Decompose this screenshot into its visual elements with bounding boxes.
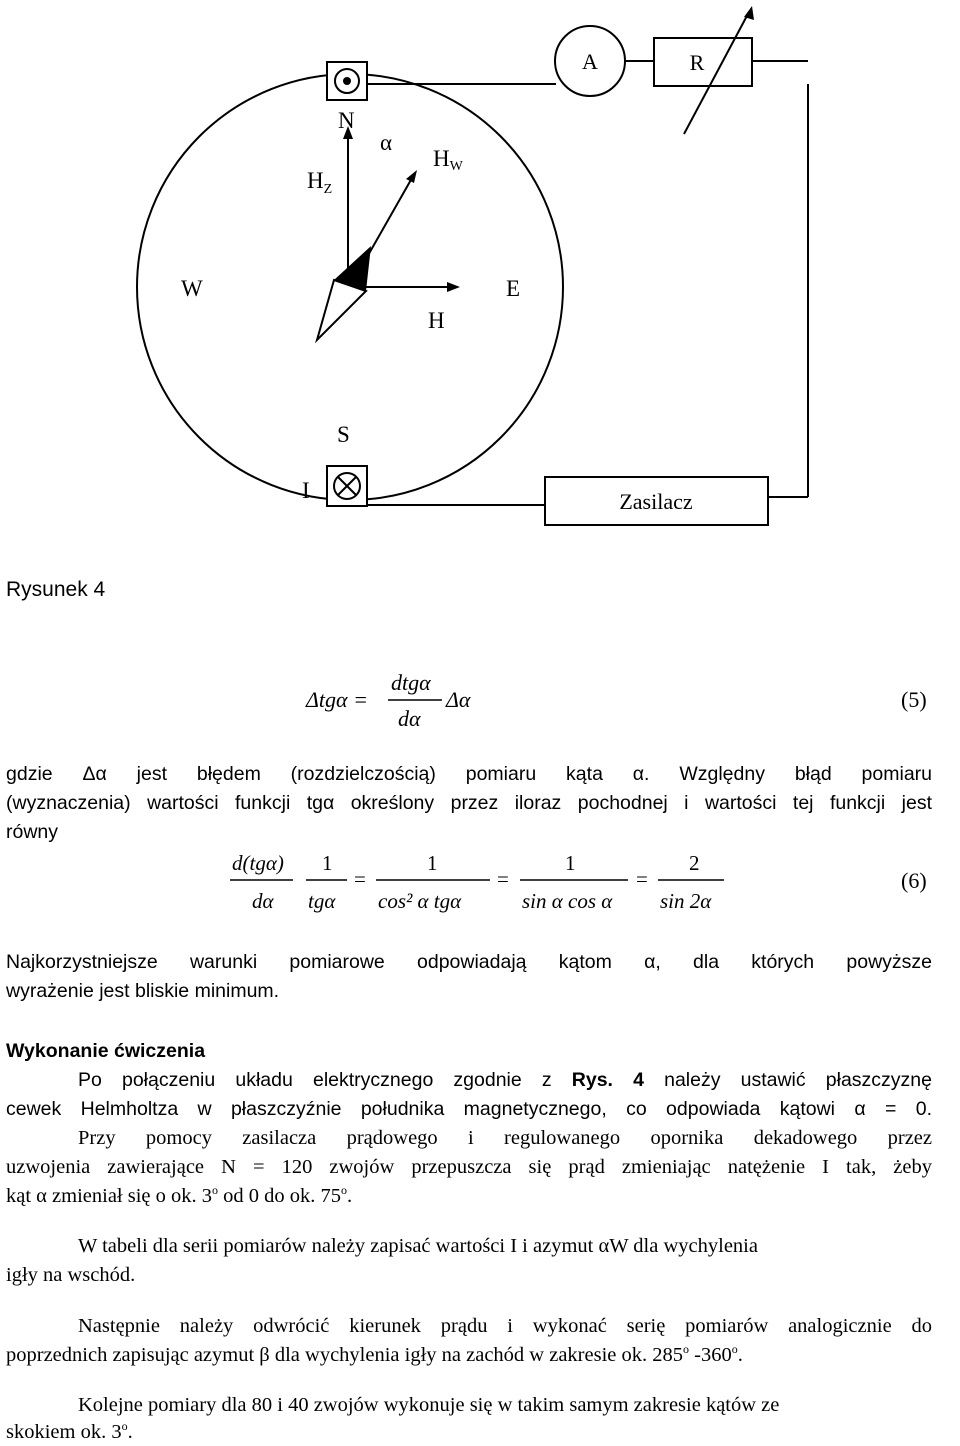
p1-line-3: równy xyxy=(6,821,59,843)
east-label: E xyxy=(506,276,521,301)
p7-line-1: Kolejne pomiary dla 80 i 40 zwojów wykonuje się w takim samym zakresie kątów ze xyxy=(78,1394,780,1416)
eq6-f2-numerator: 1 xyxy=(427,851,438,875)
p2-line-2: wyrażenie jest bliskie minimum. xyxy=(6,980,280,1002)
p4-line-2: uzwojenia zawierające N = 120 zwojów przepuszcza się prąd zmieniając natężenie I tak, żeby xyxy=(6,1156,932,1178)
eq5-numerator: dtgα xyxy=(391,670,431,695)
power-supply-label: Zasilacz xyxy=(619,489,693,514)
eq6-f1-denominator: dα xyxy=(252,889,274,913)
p4-line-1: Przy pomocy zasilacza prądowego i regulowanego opornika dekadowego przez xyxy=(78,1127,932,1149)
svg-text:=: = xyxy=(636,867,648,891)
hz-label: $H_Z$ xyxy=(307,168,333,197)
paragraph-3 xyxy=(6,1066,932,1124)
p5-line-2: igły na wschód. xyxy=(6,1264,136,1286)
ammeter-label: A xyxy=(582,49,598,74)
p3-line-2: cewek Helmholtza w płaszczyźnie południka magnetycznego, co odpowiada kątowi α = 0. xyxy=(6,1098,932,1120)
eq6-f1-numerator: d(tgα) xyxy=(232,851,284,875)
p6-line-2: poprzednich zapisując azymut β dla wychylenia igły na zachód w zakresie ok. 285$^o$ -360$^o$. xyxy=(6,1342,743,1366)
p1-line-1: gdzie Δα jest błędem (rozdzielczością) pomiaru kąta α. Względny błąd pomiaru xyxy=(6,763,932,785)
eq6-f1-tail: 1 xyxy=(322,851,333,875)
p5-line-1: W tabeli dla serii pomiarów należy zapisać wartości I i azymut αW dla wychylenia xyxy=(78,1235,758,1257)
paragraph-1 xyxy=(6,760,932,847)
svg-text:=: = xyxy=(497,867,509,891)
h-label: H xyxy=(428,308,445,333)
eq6-f4-numerator: 2 xyxy=(689,851,700,875)
paragraph-6 xyxy=(6,1312,932,1370)
eq5-number: (5) xyxy=(901,687,927,712)
p4-line-3: kąt α zmieniał się o ok. 3$^o$ od 0 do ok. 75$^o$. xyxy=(6,1183,353,1207)
resistor-label: R xyxy=(689,50,705,75)
p3-line-1: Po połączeniu układu elektrycznego zgodnie z Rys. 4 należy ustawić płaszczyznę xyxy=(78,1069,932,1091)
paragraph-5 xyxy=(6,1232,932,1290)
eq5-lhs: Δtgα = xyxy=(306,687,368,712)
p7-line-2: skokiem ok. 3$^o$. xyxy=(6,1419,133,1443)
alpha-label: α xyxy=(380,130,393,155)
p2-line-1: Najkorzystniejsze warunki pomiarowe odpowiadają kątom α, dla których powyższe xyxy=(6,951,932,973)
p1-line-2: (wyznaczenia) wartości funkcji tgα określony przez iloraz pochodnej i wartości tej funkcji jest xyxy=(6,792,932,814)
paragraph-4 xyxy=(6,1124,932,1211)
figure-reference: Rys. 4 xyxy=(571,1069,644,1091)
north-label: N xyxy=(338,108,355,133)
equation-6 xyxy=(0,846,960,922)
current-label: I xyxy=(302,478,310,503)
paragraph-2 xyxy=(6,948,932,1006)
figure-caption: Rysunek 4 xyxy=(6,578,106,601)
eq6-f2-denominator: cos² α tgα xyxy=(378,889,462,913)
eq5-denominator: dα xyxy=(398,706,421,731)
p6-line-1: Następnie należy odwrócić kierunek prądu i wykonać serię pomiarów analogicznie do xyxy=(78,1315,932,1337)
eq6-f1-tail-den: tgα xyxy=(308,889,336,913)
west-label: W xyxy=(181,276,203,301)
section-heading: Wykonanie ćwiczenia xyxy=(6,1040,206,1062)
compass-needle-south xyxy=(317,280,366,340)
equation-5 xyxy=(0,660,960,740)
eq6-number: (6) xyxy=(901,868,927,893)
helmholtz-circuit-diagram xyxy=(0,0,960,560)
eq6-f3-denominator: sin α cos α xyxy=(522,889,613,913)
svg-text:=: = xyxy=(354,867,366,891)
paragraph-7 xyxy=(6,1392,932,1446)
south-label: S xyxy=(337,422,350,447)
eq5-rhs: Δα xyxy=(446,687,471,712)
eq6-f3-numerator: 1 xyxy=(565,851,576,875)
eq6-f4-denominator: sin 2α xyxy=(660,889,712,913)
hw-label: HW xyxy=(433,146,463,174)
